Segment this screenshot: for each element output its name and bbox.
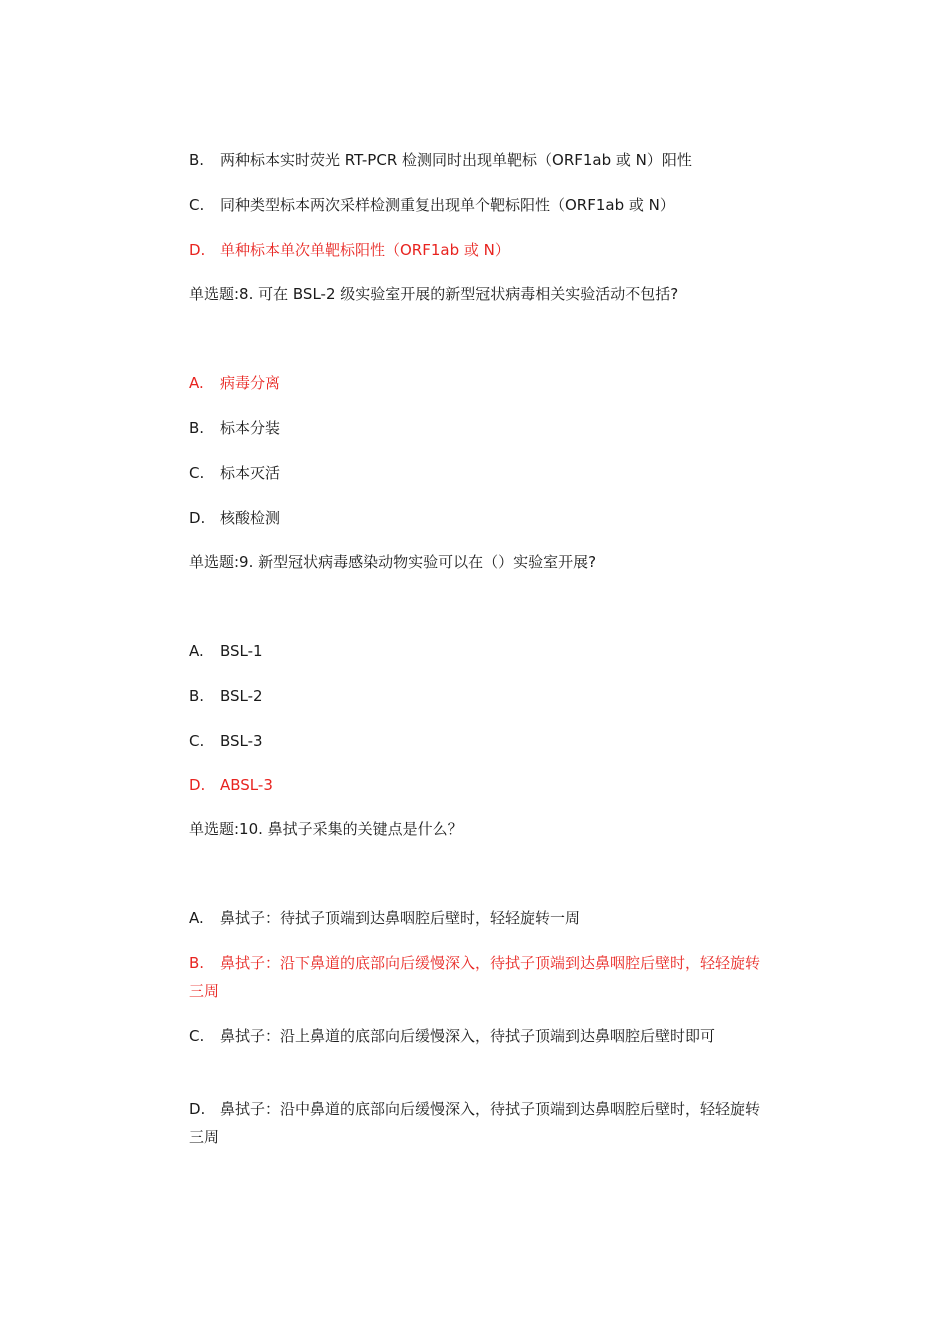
option-text: 标本灭活 bbox=[220, 464, 281, 482]
q9-option-c bbox=[189, 731, 263, 751]
option-letter: C. bbox=[189, 196, 205, 214]
q8-option-c bbox=[189, 463, 280, 483]
option-text: 核酸检测 bbox=[220, 509, 281, 527]
q9-option-d-correct bbox=[189, 775, 273, 795]
option-letter: D. bbox=[189, 1100, 206, 1118]
option-letter: A. bbox=[189, 909, 204, 927]
option-letter: A. bbox=[189, 374, 204, 392]
q7-option-d-correct bbox=[189, 240, 510, 260]
option-text: 病毒分离 bbox=[220, 374, 281, 392]
q10-option-b-correct bbox=[189, 949, 769, 1005]
q9-option-a bbox=[189, 641, 263, 661]
option-text: 单种标本单次单靶标阳性（ORF1ab 或 N） bbox=[220, 241, 510, 259]
option-text: 两种标本实时荧光 RT-PCR 检测同时出现单靶标（ORF1ab 或 N）阳性 bbox=[220, 151, 692, 169]
option-text: BSL-3 bbox=[220, 732, 263, 750]
q9-option-b bbox=[189, 686, 263, 706]
option-letter: A. bbox=[189, 642, 204, 660]
q9-question: 单选题:9. 新型冠状病毒感染动物实验可以在（）实验室开展? bbox=[189, 553, 597, 571]
q10-question: 单选题:10. 鼻拭子采集的关键点是什么？ bbox=[189, 820, 463, 838]
q8-option-b bbox=[189, 418, 280, 438]
option-letter: C. bbox=[189, 732, 205, 750]
option-letter: D. bbox=[189, 509, 206, 527]
q7-option-b bbox=[189, 150, 692, 170]
option-text: BSL-2 bbox=[220, 687, 263, 705]
q10-option-d bbox=[189, 1095, 769, 1151]
q8-question: 单选题:8. 可在 BSL-2 级实验室开展的新型冠状病毒相关实验活动不包括? bbox=[189, 285, 679, 303]
option-text: 鼻拭子：沿中鼻道的底部向后缓慢深入，待拭子顶端到达鼻咽腔后壁时，轻轻旋转三周 bbox=[189, 1100, 761, 1146]
q10-option-a bbox=[189, 908, 580, 928]
option-text: ABSL-3 bbox=[220, 776, 273, 794]
option-text: 鼻拭子：沿下鼻道的底部向后缓慢深入，待拭子顶端到达鼻咽腔后壁时，轻轻旋转三周 bbox=[189, 954, 761, 1000]
q8-option-d bbox=[189, 508, 280, 528]
q7-option-c bbox=[189, 195, 675, 215]
option-text: 标本分装 bbox=[220, 419, 281, 437]
option-letter: B. bbox=[189, 419, 205, 437]
option-letter: D. bbox=[189, 241, 206, 259]
q10-option-c bbox=[189, 1022, 769, 1050]
option-letter: B. bbox=[189, 954, 205, 972]
option-text: 鼻拭子：沿上鼻道的底部向后缓慢深入，待拭子顶端到达鼻咽腔后壁时即可 bbox=[220, 1027, 716, 1045]
option-letter: B. bbox=[189, 151, 205, 169]
option-text: BSL-1 bbox=[220, 642, 263, 660]
option-letter: C. bbox=[189, 464, 205, 482]
q8-option-a-correct bbox=[189, 373, 280, 393]
option-letter: B. bbox=[189, 687, 205, 705]
option-letter: C. bbox=[189, 1027, 205, 1045]
option-letter: D. bbox=[189, 776, 206, 794]
option-text: 鼻拭子：待拭子顶端到达鼻咽腔后壁时，轻轻旋转一周 bbox=[220, 909, 581, 927]
option-text: 同种类型标本两次采样检测重复出现单个靶标阳性（ORF1ab 或 N） bbox=[220, 196, 675, 214]
